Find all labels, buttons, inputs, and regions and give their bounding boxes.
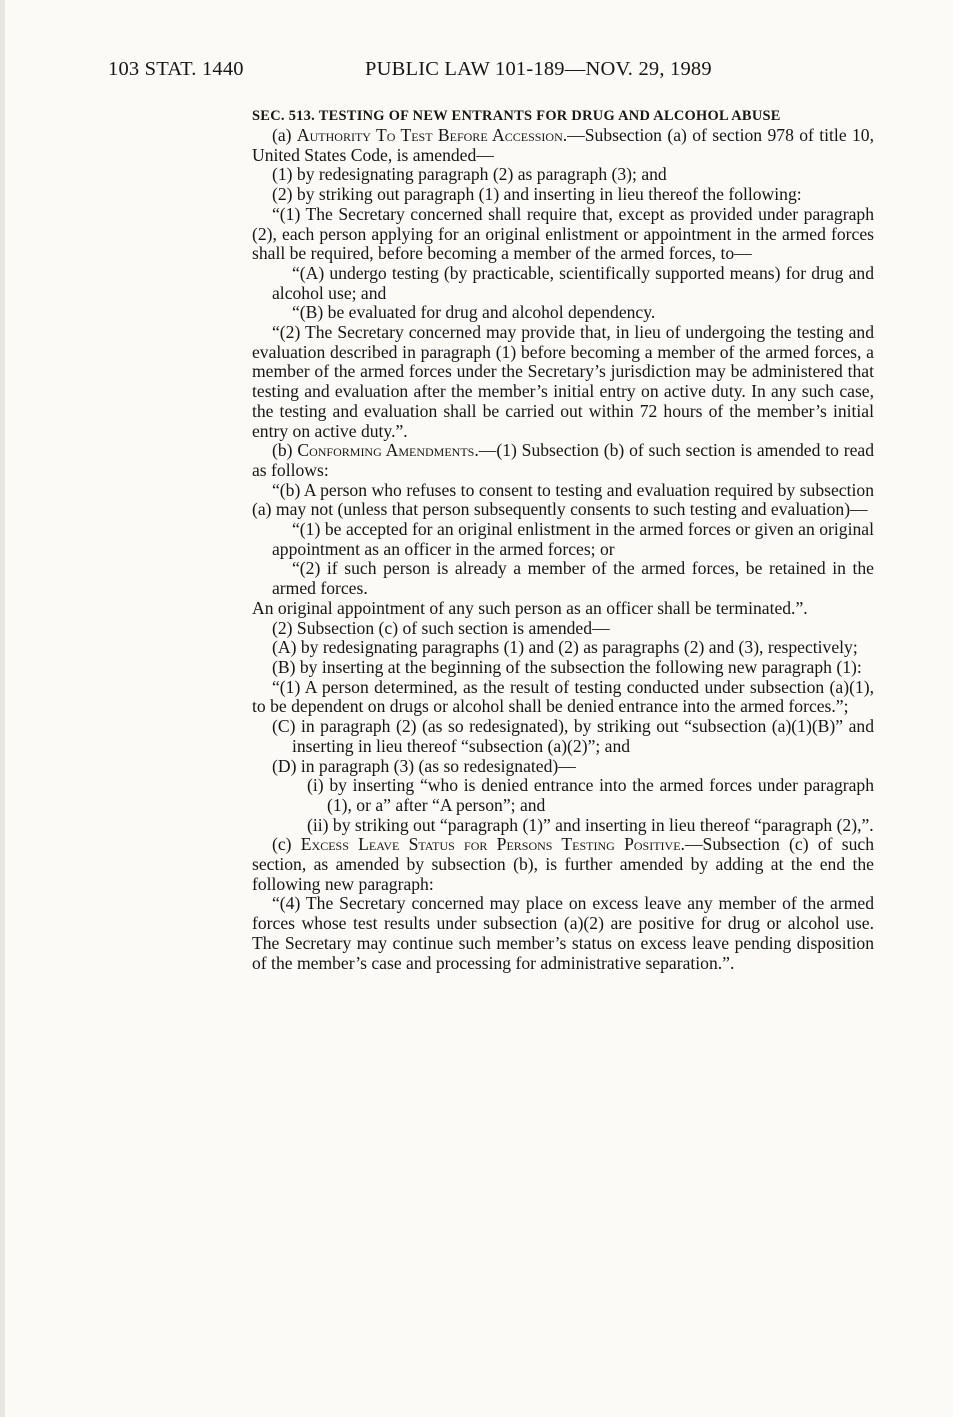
quoted-paragraph-1: “(1) The Secretary concerned shall require that, except as provided under paragraph (2), each person applying for an original enlistment or appointment in the armed forces shall be required, before becoming a member of the armed forces, to— [252, 203, 874, 264]
subsection-a [252, 126, 874, 165]
subsection-b-label: (b) [272, 440, 298, 461]
page-edge-shadow [0, 0, 5, 1417]
document-body [252, 106, 874, 973]
clause-b2Di: (i) by inserting “who is denied entrance into the armed forces under paragraph (1), or a” after “A person”; and [307, 775, 874, 815]
quoted-paragraph-b2: “(2) if such person is already a member of the armed forces, be retained in the armed forces. [272, 558, 874, 599]
subsection-c-label: (c) [272, 834, 301, 855]
quoted-subsection-b: “(b) A person who refuses to consent to testing and evaluation required by subsection (a) may not (unless that person subsequently consents to such testing and evaluation)— [252, 479, 874, 520]
subsection-b-text: .—(1) Subsection (b) of such section is amended to read as follows: [252, 440, 874, 480]
quoted-subparagraph-1A: “(A) undergo testing (by practicable, scientifically supported means) for drug and alcohol use; and [272, 262, 874, 303]
subsection-c-text: .—Subsection (c) of such section, as amended by subsection (b), is further amended by adding at the end the following new paragraph: [252, 834, 874, 894]
subparagraph-b2D: (D) in paragraph (3) (as so redesignated)— [272, 755, 576, 776]
subparagraph-b2A: (A) by redesignating paragraphs (1) and (2) as paragraphs (2) and (3), respectively; [272, 637, 858, 658]
subsection-b [252, 441, 874, 480]
quoted-closing-sentence: An original appointment of any such person as an officer shall be terminated.”. [252, 597, 808, 618]
subsection-a-heading: Authority To Test Before Accession [296, 125, 563, 145]
subsection-a-label: (a) [272, 125, 297, 145]
subsection-c-heading: Excess Leave Status for Persons Testing Positive [300, 834, 681, 855]
section-heading: SEC. 513. TESTING OF NEW ENTRANTS FOR DRUG AND ALCOHOL ABUSE [252, 108, 781, 124]
quoted-subparagraph-1B: “(B) be evaluated for drug and alcohol dependency. [292, 302, 656, 323]
quoted-paragraph-c4: “(4) The Secretary concerned may place on excess leave any member of the armed forces whose test results under subsection (a)(2) are positive for drug or alcohol use. The Secretary may continue such member’s status on excess leave pending disposition of the member’s case and processing for administrative separation.”. [252, 893, 874, 973]
clause-b2Dii: (ii) by striking out “paragraph (1)” and inserting in lieu thereof “paragraph (2),”. [307, 814, 874, 835]
subparagraph-b2C: (C) in paragraph (2) (as so redesignated), by striking out “subsection (a)(1)(B)” and inserting in lieu thereof “subsection (a)(2)”; and [272, 716, 874, 756]
subsection-c [252, 835, 874, 894]
quoted-paragraph-2: “(2) The Secretary concerned may provide that, in lieu of undergoing the testing and evaluation described in paragraph (1) before becoming a member of the armed forces, a member of the armed forces under the Secretary’s jurisdiction may be administered that testing and evaluation after the member’s initial entry on active duty. In any such case, the testing and evaluation shall be carried out within 72 hours of the member’s initial entry on active duty.”. [252, 322, 874, 441]
paragraph-a2: (2) by striking out paragraph (1) and inserting in lieu thereof the following: [272, 184, 802, 205]
subparagraph-b2B: (B) by inserting at the beginning of the subsection the following new paragraph (1): [272, 656, 862, 677]
law-title: PUBLIC LAW 101-189—NOV. 29, 1989 [365, 58, 712, 80]
subsection-a-text: .—Subsection (a) of section 978 of title 10, United States Code, is amended— [252, 125, 874, 165]
quoted-paragraph-c1: “(1) A person determined, as the result of testing conducted under subsection (a)(1), to be dependent on drugs or alcohol shall be denied entrance into the armed forces.”; [252, 676, 874, 717]
page-reference: 103 STAT. 1440 [108, 58, 244, 80]
paragraph-a1: (1) by redesignating paragraph (2) as paragraph (3); and [272, 164, 667, 185]
paragraph-b2: (2) Subsection (c) of such section is amended— [272, 617, 610, 638]
quoted-paragraph-b1: “(1) be accepted for an original enlistment in the armed forces or given an original appointment as an officer in the armed forces; or [272, 519, 874, 559]
subsection-b-heading: Conforming Amendments [297, 440, 475, 461]
